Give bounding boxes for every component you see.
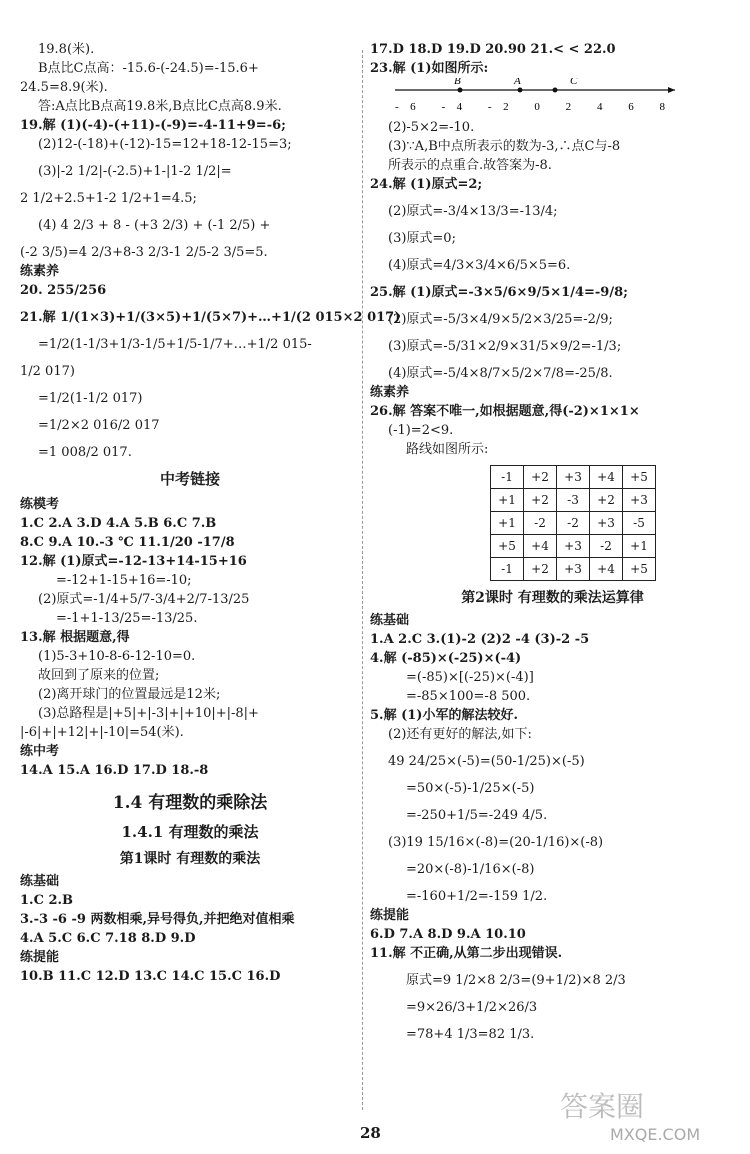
text-line: (2)原式=-3/4×13/3=-13/4; bbox=[388, 204, 558, 219]
grid-row bbox=[491, 466, 656, 489]
answer-line: 6.D 7.A 8.D 9.A 10.10 bbox=[370, 927, 526, 942]
text-line: (3)总路程是|+5|+|-3|+|+10|+|-8|+ bbox=[38, 706, 259, 721]
grid-cell: +1 bbox=[491, 512, 524, 535]
grid-cell: +5 bbox=[623, 558, 656, 581]
number-line-ticks: -6 -4 -2 0 2 4 6 8 bbox=[395, 101, 665, 113]
lesson-title: 第2课时 有理数的乘法运算律 bbox=[461, 590, 644, 606]
text-line: =1/2(1-1/2 017) bbox=[38, 391, 143, 406]
section-title: 1.4.1 有理数的乘法 bbox=[121, 823, 259, 841]
answer-line: 1.C 2.A 3.D 4.A 5.B 6.C 7.B bbox=[20, 516, 217, 531]
answer-line: 10.B 11.C 12.D 13.C 14.C 15.C 16.D bbox=[20, 969, 281, 984]
svg-text:B: B bbox=[454, 78, 461, 87]
problem-19: 19.解 (1)(-4)-(+11)-(-9)=-4-11+9=-6; bbox=[20, 118, 286, 133]
grid-cell: -2 bbox=[590, 535, 623, 558]
text-line: (2)离开球门的位置最远是12米; bbox=[38, 687, 221, 702]
svg-text:C: C bbox=[570, 78, 578, 87]
grid-cell: +4 bbox=[590, 466, 623, 489]
grid-cell: +2 bbox=[524, 466, 557, 489]
text-line: (3)∵A,B中点所表示的数为-3,∴点C与-8 bbox=[388, 139, 621, 154]
text-line: (3)19 15/16×(-8)=(20-1/16)×(-8) bbox=[388, 835, 604, 850]
grid-row bbox=[491, 512, 656, 535]
text-line: =-85×100=-8 500. bbox=[406, 689, 531, 704]
text-line: =78+4 1/3=82 1/3. bbox=[406, 1027, 535, 1042]
text-line: (2)还有更好的解法,如下: bbox=[388, 727, 532, 742]
text-line: 路线如图所示: bbox=[406, 442, 489, 457]
text-line: =-250+1/5=-249 4/5. bbox=[406, 808, 548, 823]
text-line: 原式=9 1/2×8 2/3=(9+1/2)×8 2/3 bbox=[406, 973, 626, 988]
answer-line: 17.D 18.D 19.D 20.90 21.< < 22.0 bbox=[370, 42, 616, 57]
problem-21: 21.解 1/(1×3)+1/(3×5)+1/(5×7)+…+1/(2 015×2 017) bbox=[20, 310, 401, 325]
text-line: =9×26/3+1/2×26/3 bbox=[406, 1000, 538, 1015]
problem-12: 12.解 (1)原式=-12-13+14-15+16 bbox=[20, 554, 247, 569]
grid-row bbox=[491, 535, 656, 558]
problem-24: 24.解 (1)原式=2; bbox=[370, 177, 483, 192]
section-heading: 练基础 bbox=[20, 874, 60, 889]
text-line: =-12+1-15+16=-10; bbox=[56, 573, 192, 588]
section-heading: 练素养 bbox=[20, 264, 60, 279]
grid-cell: +5 bbox=[623, 466, 656, 489]
text-line: (-1)=2<9. bbox=[388, 423, 454, 438]
section-heading: 练提能 bbox=[370, 908, 410, 923]
problem-25: 25.解 (1)原式=-3×5/6×9/5×1/4=-9/8; bbox=[370, 285, 628, 300]
route-grid bbox=[490, 465, 656, 581]
problem-23: 23.解 (1)如图所示: bbox=[370, 61, 489, 76]
left-column bbox=[20, 40, 401, 986]
text-line: (2)12-(-18)+(-12)-15=12+18-12-15=3; bbox=[38, 137, 292, 152]
text-line: 1/2 017) bbox=[20, 364, 75, 379]
text-line: (4) 4 2/3 + 8 - (+3 2/3) + (-1 2/5) + bbox=[38, 218, 271, 233]
problem-11: 11.解 不正确,从第二步出现错误. bbox=[370, 946, 563, 961]
text-line: =-1+1-13/25=-13/25. bbox=[56, 611, 198, 626]
grid-cell: +3 bbox=[557, 466, 590, 489]
answer-line: 3.-3 -6 -9 两数相乘,异号得负,并把绝对值相乘 bbox=[20, 912, 295, 927]
text-line: (2)原式=-5/3×4/9×5/2×3/25=-2/9; bbox=[388, 312, 613, 327]
grid-cell: -3 bbox=[557, 489, 590, 512]
answer-line: 1.A 2.C 3.(1)-2 (2)2 -4 (3)-2 -5 bbox=[370, 632, 590, 647]
grid-cell: +1 bbox=[623, 535, 656, 558]
grid-cell: +3 bbox=[623, 489, 656, 512]
watermark-url: MXQE.COM bbox=[610, 1125, 701, 1144]
section-heading: 练素养 bbox=[370, 385, 410, 400]
problem-26: 26.解 答案不唯一,如根据题意,得(-2)×1×1× bbox=[370, 404, 640, 419]
grid-cell: +2 bbox=[524, 489, 557, 512]
text-line: 所表示的点重合.故答案为-8. bbox=[388, 158, 552, 173]
grid-cell: -1 bbox=[491, 558, 524, 581]
text-line: (4)原式=4/3×3/4×6/5×5=6. bbox=[388, 258, 571, 273]
chapter-heading: 中考链接 bbox=[159, 470, 220, 488]
problem-20: 20. 255/256 bbox=[20, 283, 107, 298]
text-line: (1)5-3+10-8-6-12-10=0. bbox=[38, 649, 196, 664]
page-number: 28 bbox=[360, 1124, 381, 1142]
number-line bbox=[390, 78, 680, 114]
grid-cell: +5 bbox=[491, 535, 524, 558]
lesson-title: 第1课时 有理数的乘法 bbox=[119, 851, 261, 867]
text-line: (3)原式=-5/31×2/9×31/5×9/2=-1/3; bbox=[388, 339, 622, 354]
grid-cell: +1 bbox=[491, 489, 524, 512]
answer-line: 4.A 5.C 6.C 7.18 8.D 9.D bbox=[20, 931, 196, 946]
section-heading: 练模考 bbox=[20, 497, 60, 512]
right-column bbox=[370, 40, 735, 1044]
text-line: (3)原式=0; bbox=[388, 231, 456, 246]
answer-line: 8.C 9.A 10.-3 ℃ 11.1/20 -17/8 bbox=[20, 535, 235, 550]
grid-cell: +3 bbox=[557, 558, 590, 581]
grid-cell: +4 bbox=[590, 558, 623, 581]
section-heading: 练中考 bbox=[20, 744, 60, 759]
text-line: B点比C点高：-15.6-(-24.5)=-15.6+ bbox=[38, 61, 259, 76]
text-line: 19.8(米). bbox=[38, 42, 95, 57]
chapter-title: 1.4 有理数的乘除法 bbox=[112, 793, 268, 813]
column-divider bbox=[362, 50, 364, 1110]
text-line: (3)|-2 1/2|-(-2.5)+1-|1-2 1/2|= bbox=[38, 164, 232, 179]
text-line: 24.5=8.9(米). bbox=[20, 80, 108, 95]
grid-cell: -2 bbox=[524, 512, 557, 535]
text-line: 49 24/25×(-5)=(50-1/25)×(-5) bbox=[388, 754, 585, 769]
grid-cell: +2 bbox=[524, 558, 557, 581]
text-line: (2)-5×2=-10. bbox=[388, 120, 475, 135]
problem-5: 5.解 (1)小军的解法较好. bbox=[370, 708, 518, 723]
grid-cell: +3 bbox=[590, 512, 623, 535]
grid-cell: -2 bbox=[557, 512, 590, 535]
answer-line: 1.C 2.B bbox=[20, 893, 74, 908]
grid-cell: +3 bbox=[557, 535, 590, 558]
svg-text:A: A bbox=[514, 78, 521, 87]
text-line: =1/2(1-1/3+1/3-1/5+1/5-1/7+…+1/2 015- bbox=[38, 337, 312, 352]
grid-cell: +2 bbox=[590, 489, 623, 512]
text-line: =-160+1/2=-159 1/2. bbox=[406, 889, 548, 904]
section-heading: 练提能 bbox=[20, 950, 60, 965]
grid-cell: -1 bbox=[491, 466, 524, 489]
text-line: (2)原式=-1/4+5/7-3/4+2/7-13/25 bbox=[38, 592, 250, 607]
grid-cell: +4 bbox=[524, 535, 557, 558]
text-line: =50×(-5)-1/25×(-5) bbox=[406, 781, 535, 796]
text-line: =20×(-8)-1/16×(-8) bbox=[406, 862, 535, 877]
text-line: |-6|+|+12|+|-10|=54(米). bbox=[20, 725, 184, 740]
problem-4: 4.解 (-85)×(-25)×(-4) bbox=[370, 651, 522, 666]
text-line: 故回到了原来的位置; bbox=[38, 668, 160, 683]
grid-row bbox=[491, 558, 656, 581]
answer-line: 14.A 15.A 16.D 17.D 18.-8 bbox=[20, 763, 209, 778]
grid-row bbox=[491, 489, 656, 512]
text-line: 2 1/2+2.5+1-2 1/2+1=4.5; bbox=[20, 191, 197, 206]
text-line: (-2 3/5)=4 2/3+8-3 2/3-1 2/5-2 3/5=5. bbox=[20, 245, 268, 260]
text-line: =1/2×2 016/2 017 bbox=[38, 418, 160, 433]
text-line: (4)原式=-5/4×8/7×5/2×7/8=-25/8. bbox=[388, 366, 613, 381]
text-line: =1 008/2 017. bbox=[38, 445, 132, 460]
grid-cell: -5 bbox=[623, 512, 656, 535]
text-line: =(-85)×[(-25)×(-4)] bbox=[406, 670, 534, 685]
problem-13: 13.解 根据题意,得 bbox=[20, 630, 130, 645]
text-line: 答:A点比B点高19.8米,B点比C点高8.9米. bbox=[38, 99, 282, 114]
watermark-logo: 答案圈 bbox=[560, 1090, 645, 1123]
section-heading: 练基础 bbox=[370, 613, 410, 628]
